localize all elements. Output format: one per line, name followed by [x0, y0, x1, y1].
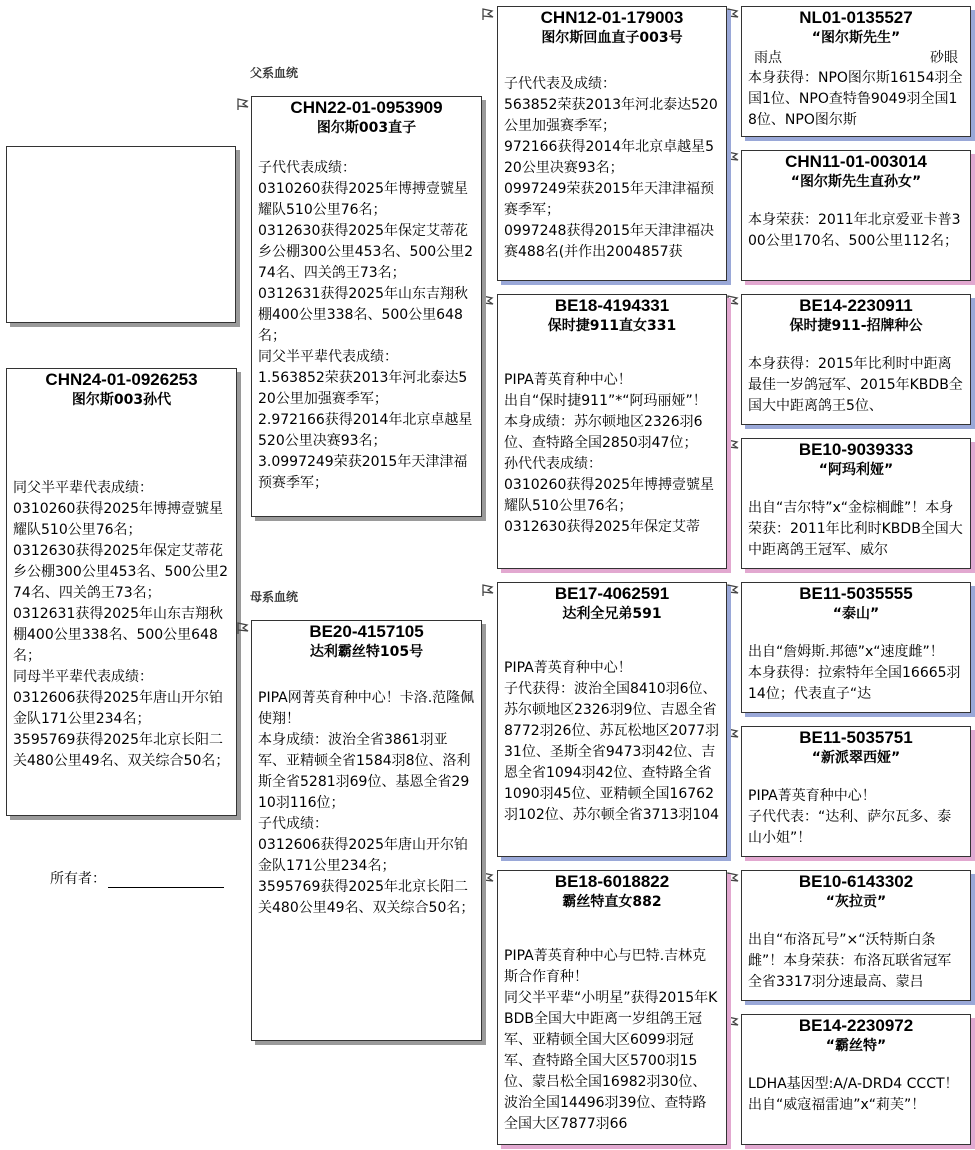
flag-icon — [481, 871, 495, 885]
flag-icon — [726, 1015, 740, 1029]
dds-ring: BE10-6143302 — [798, 872, 914, 891]
flag-icon — [481, 294, 495, 308]
owner-input-line[interactable] — [108, 873, 224, 888]
dds-name: “灰拉贡” — [825, 894, 887, 910]
dam-ring: BE20-4157105 — [309, 622, 424, 641]
sire-sire-name: 图尔斯回血直子003号 — [541, 30, 683, 46]
dam-sire-text: PIPA菁英育种中心！ 子代获得：波治全国8410羽6位、苏尔顿地区2326羽9位、吉恩全省8772羽26位、苏瓦松地区2077羽31位、圣斯全省9473羽42位、吉恩全省1094羽42位、查特路全省1090羽45位、亚精顿全国16762羽102位、苏尔顿全省3713羽104 — [504, 660, 720, 823]
dam-name: 达利霸丝特105号 — [309, 644, 424, 660]
sire-sire-text: 子代代表及成绩： 563852荣获2013年河北泰达520公里加强赛季军； 972166获得2014年北京卓越星520公里决赛93名； 0997249荣获2015年天津津福预赛季军； 0997248获得2015年天津津福决赛488名(并作出2004857获 — [504, 76, 718, 260]
ddd-ring: BE14-2230972 — [798, 1016, 914, 1035]
flag-icon — [236, 621, 250, 635]
flag-icon — [726, 7, 740, 21]
dam-text: PIPA网菁英育种中心！卡洛.范隆佩使翔！ 本身成绩：波治全省3861羽亚军、亚精顿全省1584羽8位、洛利斯全省5281羽69位、基恩全省2910羽116位； 子代成绩： 0312606获得2025年唐山开尔铂金队171公里234名； 3595769获得2025年北京长阳二关480公里49名、双关综合50名； — [258, 690, 475, 916]
dam-dam-sire-card — [741, 870, 971, 1001]
sdd-name: “阿玛利娅” — [818, 462, 894, 478]
sss-color: 雨点 — [754, 50, 782, 66]
dam-dam-text: PIPA菁英育种中心与巴特.吉林克斯合作育种！ 同父半平辈“小明星”获得2015年KBDB全国大中距离一岁组鸽王冠军、亚精顿全国大区6099羽冠军、查特路全国大区5700羽15位、蒙吕松全国16982羽30位、波治全国14496羽39位、查特路全国大区7877羽66 — [504, 948, 718, 1132]
sds-text: 本身获得：2015年比利时中距离最佳一岁鸽冠军、2015年KBDB全国大中距离鸽王5位、 — [748, 356, 963, 414]
flag-icon — [726, 727, 740, 741]
sss-color-line — [742, 48, 970, 68]
dam-sire-card — [497, 582, 727, 857]
pigeon-photo-frame — [6, 146, 236, 323]
ddd-text: LDHA基因型:A/A-DRD4 CCCT！ 出自“威寇福雷迪”x“莉芙”！ — [748, 1076, 959, 1113]
dam-dam-card — [497, 870, 727, 1145]
sdd-text: 出自“吉尔特”x“金棕榈雌”！本身荣获：2011年比利时KBDB全国大中距离鸽王冠军、威尔 — [748, 500, 963, 558]
subject-name: 图尔斯003孙代 — [71, 392, 172, 408]
dss-ring: BE11-5035555 — [799, 584, 913, 603]
sire-dam-dam-card — [741, 438, 971, 569]
sire-section-label: 父系血统 — [250, 66, 299, 80]
dsd-name: “新派翠西娅” — [811, 750, 901, 766]
dsd-ring: BE11-5035751 — [799, 728, 913, 747]
ddd-name: “霸丝特” — [825, 1038, 887, 1054]
dam-sire-dam-card — [741, 726, 971, 857]
sire-sire-ring: CHN12-01-179003 — [540, 8, 684, 27]
flag-icon — [726, 150, 740, 164]
dam-dam-ring: BE18-6018822 — [554, 872, 670, 891]
sire-dam-text: PIPA菁英育种中心！ 出自“保时捷911”*“阿玛丽娅”！ 本身成绩：苏尔顿地区2326羽6位、查特路全国2850羽47位； 孙代代表成绩： 0310260获得2025年博搏壹號星耀队510公里76名； 0312630获得2025年保定艾蒂 — [504, 372, 714, 535]
flag-icon — [481, 583, 495, 597]
sire-dam-card — [497, 294, 727, 569]
sire-name: 图尔斯003直子 — [316, 120, 417, 136]
dam-sire-sire-card — [741, 582, 971, 713]
flag-icon — [481, 7, 495, 21]
sire-sire-card — [497, 6, 727, 281]
dsd-text: PIPA菁英育种中心！ 子代代表：“达利、萨尔瓦多、泰山小姐”！ — [748, 788, 952, 846]
flag-icon — [726, 871, 740, 885]
ssd-ring: CHN11-01-003014 — [785, 152, 927, 171]
sire-sire-sire-card — [741, 6, 971, 137]
subject-text: 同父半平辈代表成绩： 0310260获得2025年博搏壹號星耀队510公里76名； 0312630获得2025年保定艾蒂花乡公棚300公里453名、500公里274名、四关鸽王73名； 0312631获得2025年山东吉翔秋棚400公里338名、500公里648名； 同母半平辈代表成绩： 0312606获得2025年唐山开尔铂金队171公里234名； 3595769获得2025年北京长阳二关480公里49名、双关综合50名； — [13, 480, 230, 769]
subject-card — [6, 368, 237, 816]
dam-dam-dam-card — [741, 1014, 971, 1145]
dss-name: “泰山” — [832, 606, 880, 622]
flag-icon — [726, 294, 740, 308]
dam-dam-name: 霸丝特直女882 — [562, 894, 662, 910]
flag-icon — [726, 583, 740, 597]
owner-field — [50, 868, 224, 888]
sss-text: 本身获得：NPO图尔斯16154羽全国1位、NPO查特鲁9049羽全国18位、NPO图尔斯 — [748, 70, 963, 128]
dam-sire-name: 达利全兄弟591 — [562, 606, 662, 622]
dam-section-label: 母系血统 — [250, 590, 299, 604]
sire-dam-name: 保时捷911直女331 — [547, 318, 677, 334]
sire-dam-sire-card — [741, 294, 971, 425]
sss-eye: 砂眼 — [930, 50, 958, 66]
sire-card — [251, 96, 482, 517]
sire-text: 子代代表成绩： 0310260获得2025年博搏壹號星耀队510公里76名； 0312630获得2025年保定艾蒂花乡公棚300公里453名、500公里274名、四关鸽王73名； 0312631获得2025年山东吉翔秋棚400公里338名、500公里648名； 同父半平辈代表成绩： 1.563852荣获2013年河北泰达520公里加强赛季军； 2.972166获得2014年北京卓越星520公里决赛93名； 3.0997249荣获2015年天津津福预赛季军； — [258, 160, 474, 491]
ssd-text: 本身荣获：2011年北京爱亚卡普300公里170名、500公里112名； — [748, 212, 961, 249]
dds-text: 出自“布洛瓦号”×“沃特斯白条雌”！本身荣获：布洛瓦联省冠军全省3317羽分速最高、蒙吕 — [748, 932, 952, 990]
dam-card — [251, 620, 482, 1041]
flag-icon — [236, 97, 250, 111]
dam-sire-ring: BE17-4062591 — [554, 584, 670, 603]
sire-dam-ring: BE18-4194331 — [554, 296, 670, 315]
sss-name: “图尔斯先生” — [811, 30, 901, 46]
flag-icon — [726, 438, 740, 452]
sdd-ring: BE10-9039333 — [798, 440, 914, 459]
sds-ring: BE14-2230911 — [799, 296, 913, 315]
subject-ring: CHN24-01-0926253 — [45, 370, 198, 389]
owner-label: 所有者： — [50, 871, 106, 887]
sds-name: 保时捷911-招牌种公 — [789, 318, 923, 334]
sire-ring: CHN22-01-0953909 — [290, 98, 443, 117]
sss-ring: NL01-0135527 — [799, 8, 913, 27]
sire-sire-dam-card — [741, 150, 971, 281]
dss-text: 出自“詹姆斯.邦德”x“速度雌”！ 本身获得：拉索特年全国16665羽14位；代表直子“达 — [748, 644, 961, 702]
ssd-name: “图尔斯先生直孙女” — [790, 174, 922, 190]
